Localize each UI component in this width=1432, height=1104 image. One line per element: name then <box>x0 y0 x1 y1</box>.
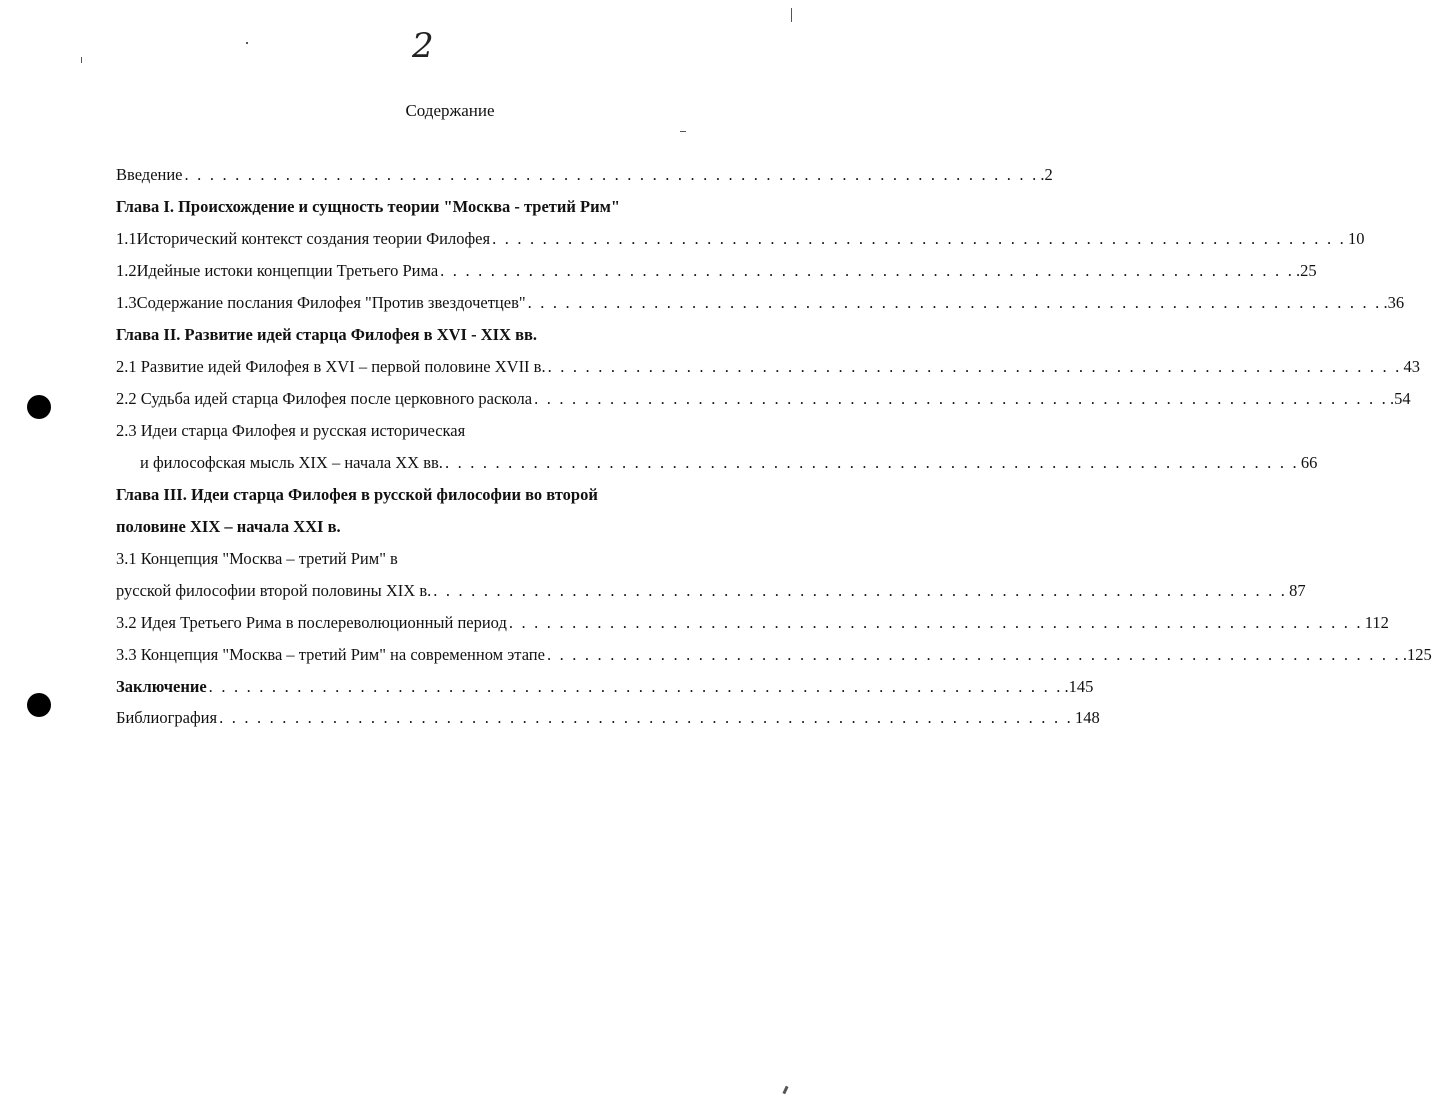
toc-entry-3-1-line-2 <box>116 581 1306 601</box>
toc-leader-dots: . . . . . . . . . . . . . . . . . . . . . . . . . . . . . . . . . . . . . . . . . . . . . . . . . . . . . . . . . . . . . . . . . . . . <box>208 677 1063 696</box>
toc-entry-text: Введение <box>116 165 183 184</box>
toc-entry-page: 43 <box>1403 357 1420 376</box>
toc-entry-text: и философская мысль XIX – начала XX вв. <box>140 453 443 472</box>
toc-entry-text: 2.3 Идеи старца Филофея и русская историческая <box>116 421 466 440</box>
toc-entry-text: 3.2 Идея Третьего Рима в послереволюционный период <box>116 613 507 632</box>
toc-entry-page: .54 <box>1389 389 1411 408</box>
toc-entry-2-3-line-2 <box>140 453 1318 473</box>
toc-entry-page: 66 <box>1300 453 1318 472</box>
toc-chapter-3-heading-line-2 <box>116 517 341 537</box>
toc-chapter-2-heading <box>116 325 537 345</box>
toc-entry-bibliography <box>116 708 1100 728</box>
toc-leader-dots: . . . . . . . . . . . . . . . . . . . . . . . . . . . . . . . . . . . . . . . . . . . . . . . . . . . . . . . . . . . . . . . . . . . . <box>546 645 1401 664</box>
scan-speck <box>246 42 248 44</box>
toc-entry-text: Библиография <box>116 708 218 727</box>
toc-entry-page: 112 <box>1364 613 1389 632</box>
punch-hole-bottom <box>27 693 51 717</box>
toc-entry-1-3 <box>116 293 1405 313</box>
toc-leader-dots: . . . . . . . . . . . . . . . . . . . . . . . . . . . . . . . . . . . . . . . . . . . . . . . . . . . . . . . . . . . . . . . . . . . . <box>433 581 1288 600</box>
page-title: Содержание <box>405 101 495 120</box>
toc-entry-number: 1.1 <box>116 229 137 248</box>
toc-entry-page: .2 <box>1040 165 1053 184</box>
toc-entry-3-2 <box>116 613 1389 633</box>
toc-entry-2-3-line-1 <box>116 421 465 441</box>
toc-entry-2-1 <box>116 357 1420 377</box>
punch-hole-top <box>27 395 51 419</box>
toc-entry-3-1-line-1 <box>116 549 398 569</box>
toc-entry-text: 3.1 Концепция "Москва – третий Рим" в <box>116 549 398 568</box>
toc-entry-page: .125 <box>1402 645 1432 664</box>
toc-leader-dots: . . . . . . . . . . . . . . . . . . . . . . . . . . . . . . . . . . . . . . . . . . . . . . . . . . . . . . . . . . . . . . . . . . . . <box>492 229 1346 248</box>
toc-entry-conclusion <box>116 677 1094 697</box>
toc-leader-dots: . . . . . . . . . . . . . . . . . . . . . . . . . . . . . . . . . . . . . . . . . . . . . . . . . . . . . . . . . . . . . . . . . . . . <box>440 261 1295 280</box>
toc-entry-page: 10 <box>1347 229 1365 248</box>
toc-leader-dots: . . . . . . . . . . . . . . . . . . . . . . . . . . . . . . . . . . . . . . . . . . . . . . . . . . . . . . . . . . . . . . . . . . . . <box>527 293 1382 312</box>
toc-leader-dots: . . . . . . . . . . . . . . . . . . . . . . . . . . . . . . . . . . . . . . . . . . . . . . . . . . . . . . . . . . . . . . . . . . . . <box>444 453 1299 472</box>
toc-entry-1-2 <box>116 261 1317 281</box>
toc-chapter-1-heading <box>116 197 620 217</box>
scan-speck <box>81 57 82 63</box>
toc-entry-text: Исторический контекст создания теории Филофея <box>136 229 491 248</box>
toc-entry-2-2 <box>116 389 1411 409</box>
toc-entry-page: .36 <box>1383 293 1405 312</box>
toc-leader-dots: . . . . . . . . . . . . . . . . . . . . . . . . . . . . . . . . . . . . . . . . . . . . . . . . . . . . . . . . . . . . . . . . . . . . <box>219 708 1073 727</box>
toc-entry-page: .25 <box>1296 261 1317 280</box>
toc-leader-dots: . . . . . . . . . . . . . . . . . . . . . . . . . . . . . . . . . . . . . . . . . . . . . . . . . . . . . . . . . . . . . . . . . . . . <box>534 389 1388 408</box>
toc-entry-number: 1.2 <box>116 261 137 280</box>
toc-chapter-3-heading-line-1 <box>116 485 598 505</box>
toc-entry-text: 2.2 Судьба идей старца Филофея после церковного раскола <box>116 389 533 408</box>
toc-entry-1-1 <box>116 229 1365 249</box>
toc-entry-text: Заключение <box>116 677 207 696</box>
scan-speck <box>680 131 686 132</box>
toc-leader-dots: . . . . . . . . . . . . . . . . . . . . . . . . . . . . . . . . . . . . . . . . . . . . . . . . . . . . . . . . . . . . . . . . . . . . <box>508 613 1363 632</box>
toc-entry-text: 3.3 Концепция "Москва – третий Рим" на современном этапе <box>116 645 545 664</box>
toc-entry-text: Глава III. Идеи старца Филофея в русской философии во второй <box>116 485 598 504</box>
toc-entry-text: 2.1 Развитие идей Филофея в XVI – первой половине XVII в. <box>116 357 546 376</box>
toc-entry-introduction <box>116 165 1053 185</box>
toc-leader-dots: . . . . . . . . . . . . . . . . . . . . . . . . . . . . . . . . . . . . . . . . . . . . . . . . . . . . . . . . . . . . . . . . . . . . <box>547 357 1402 376</box>
handwritten-page-number: 2 <box>412 26 434 66</box>
toc-leader-dots: . . . . . . . . . . . . . . . . . . . . . . . . . . . . . . . . . . . . . . . . . . . . . . . . . . . . . . . . . . . . . . . . . . . . <box>184 165 1039 184</box>
toc-entry-text: Идейные истоки концепции Третьего Рима <box>136 261 439 280</box>
scan-speck <box>791 8 792 22</box>
toc-entry-text: половине XIX – начала XXI в. <box>116 517 341 536</box>
toc-entry-text: Глава I. Происхождение и сущность теории "Москва - третий Рим" <box>116 197 621 216</box>
toc-entry-page: .145 <box>1064 677 1094 696</box>
toc-entry-page: 148 <box>1074 708 1100 727</box>
toc-entry-text: Содержание послания Филофея "Против звездочетцев" <box>136 293 526 312</box>
toc-entry-3-3 <box>116 645 1432 665</box>
toc-entry-page: 87 <box>1289 581 1306 600</box>
toc-entry-number: 1.3 <box>116 293 137 312</box>
toc-entry-text: Глава II. Развитие идей старца Филофея в XVI - XIX вв. <box>116 325 538 344</box>
toc-entry-text: русской философии второй половины XIX в. <box>116 581 432 600</box>
